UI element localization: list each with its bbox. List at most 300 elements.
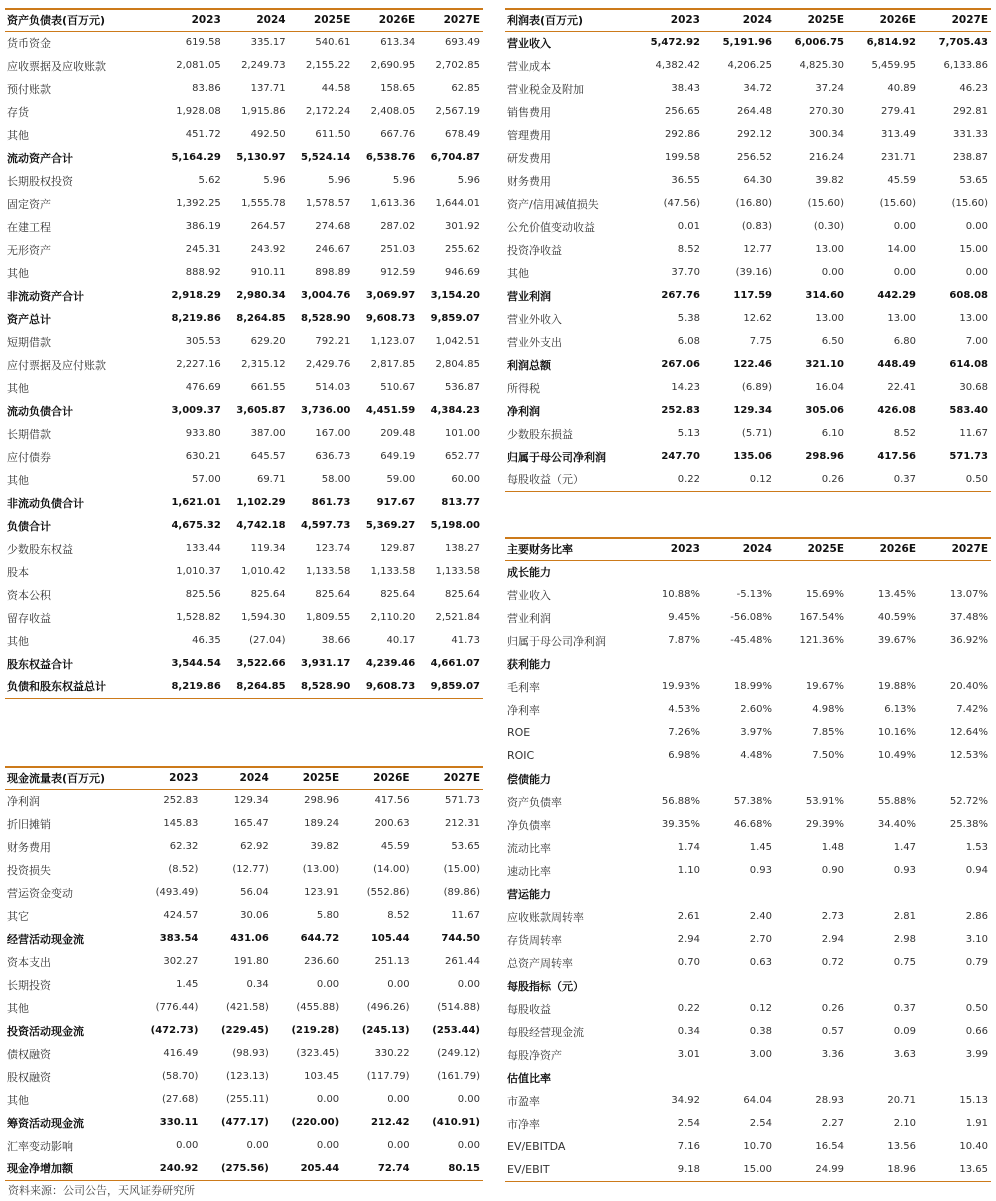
value-cell: 292.12 [737,129,772,140]
value-cell: 38.43 [671,83,700,94]
value-cell: (8.52) [168,864,199,875]
value-cell: 2,567.19 [435,106,480,117]
value-cell: 1,133.58 [435,566,480,577]
value-cell: 245.31 [185,244,221,255]
table-row [505,31,991,54]
value-cell: 5.96 [457,175,480,186]
value-cell: (0.30) [813,221,844,232]
table-row [5,812,483,835]
value-cell: 2.73 [821,911,844,922]
table-row [505,123,991,146]
value-cell: (58.70) [161,1071,199,1082]
value-cell: 13.07% [949,589,988,600]
value-cell: 64.04 [743,1095,772,1106]
row-label: 其它 [7,909,29,923]
value-cell: 383.54 [159,933,199,944]
table-row [505,928,991,951]
value-cell: 64.30 [743,175,772,186]
value-cell: 5.62 [198,175,221,186]
value-cell: 46.68% [733,819,772,830]
value-cell: 2,227.16 [176,359,221,370]
value-cell: 667.76 [380,129,416,140]
value-cell: 314.60 [805,290,844,301]
value-cell [847,652,919,675]
value-cell: 36.92% [949,635,988,646]
value-cell: 255.62 [445,244,480,255]
value-cell: 9,608.73 [365,313,416,324]
value-cell: 330.11 [159,1117,199,1128]
year-header: 2023 [131,767,201,789]
table-row [505,675,991,698]
year-header: 2025E [272,767,342,789]
row-label: 营业利润 [507,289,551,303]
financial-ratios-table [505,537,991,1182]
table-row [5,835,483,858]
value-cell [847,767,919,790]
value-cell [847,1066,919,1089]
value-cell: 8.52 [387,910,410,921]
value-cell: 40.17 [386,635,416,646]
table-row [505,1020,991,1043]
row-label: 存货 [7,105,29,119]
value-cell: 514.03 [315,382,351,393]
year-header: 2027E [418,9,483,31]
table-row [5,169,483,192]
value-cell: 22.41 [887,382,916,393]
value-cell: (15.60) [879,198,916,209]
value-cell: 898.89 [315,267,351,278]
row-label: 其他 [7,266,29,280]
year-header: 2025E [289,9,354,31]
value-cell: 216.24 [809,152,844,163]
section-header-row [505,1066,991,1089]
value-cell: 0.00 [457,1140,480,1151]
value-cell: 426.08 [877,405,916,416]
value-cell: (421.58) [225,1002,269,1013]
value-cell: 1,555.78 [241,198,286,209]
value-cell: 256.65 [665,106,700,117]
table-row [505,698,991,721]
value-cell: 629.20 [250,336,286,347]
row-label: 应收账款周转率 [507,910,584,924]
table-row [505,307,991,330]
value-cell: 2.54 [749,1118,772,1129]
value-cell: 2,690.95 [370,60,416,71]
value-cell: 0.00 [893,221,916,232]
value-cell: 0.79 [965,957,988,968]
value-cell: 5,369.27 [365,520,416,531]
row-label: 每股经营现金流 [507,1025,584,1039]
value-cell: 251.13 [374,956,410,967]
year-header: 2026E [342,767,412,789]
year-header: 2027E [919,9,991,31]
row-label: EV/EBIT [505,1158,631,1181]
value-cell: 39.82 [310,841,340,852]
value-cell: 122.46 [733,359,772,370]
value-cell: 199.58 [665,152,700,163]
row-label: 公允价值变动收益 [507,220,595,234]
value-cell: 0.00 [457,979,480,990]
value-cell: 13.65 [919,1158,991,1181]
value-cell: 2,702.85 [435,60,480,71]
value-cell: 3,154.20 [430,290,480,301]
value-cell: (245.13) [361,1025,410,1036]
row-label: 负债和股东权益总计 [5,675,159,698]
row-label: 长期借款 [7,427,51,441]
value-cell: 9,859.07 [418,675,483,698]
value-cell: 331.33 [953,129,988,140]
section-header-row [505,767,991,790]
value-cell: 14.00 [887,244,916,255]
value-cell: 46.23 [959,83,988,94]
value-cell: 2,172.24 [305,106,351,117]
value-cell: 4,451.59 [365,405,416,416]
value-cell: 2.61 [677,911,700,922]
value-cell [919,974,991,997]
value-cell: 52.72% [949,796,988,807]
value-cell: 0.12 [703,468,775,491]
value-cell: 2,081.05 [176,60,221,71]
table-row [5,77,483,100]
value-cell: 321.10 [805,359,844,370]
year-header: 2023 [631,538,703,560]
row-label: 总资产周转率 [507,956,573,970]
row-label: 市净率 [507,1117,540,1131]
value-cell [703,974,775,997]
value-cell: 1,123.07 [370,336,416,347]
balance-sheet-table [5,8,483,699]
value-cell: (117.79) [366,1071,410,1082]
value-cell: 4,597.73 [301,520,351,531]
value-cell: 37.48% [949,612,988,623]
value-cell: 825.64 [250,589,286,600]
value-cell: 25.38% [949,819,988,830]
value-cell: 0.00 [316,979,340,990]
value-cell: 0.22 [631,468,703,491]
year-header: 2026E [353,9,418,31]
value-cell: 313.49 [881,129,916,140]
value-cell: 7.85% [812,727,844,738]
row-label: 营业收入 [507,588,551,602]
row-label: 营业收入 [507,36,551,50]
row-label: 预付账款 [7,82,51,96]
value-cell: 0.12 [749,1003,772,1014]
value-cell: 2,980.34 [236,290,286,301]
value-cell: 0.00 [893,267,916,278]
value-cell: 4,382.42 [655,60,700,71]
value-cell: 611.50 [315,129,351,140]
value-cell: 158.65 [380,83,416,94]
value-cell: 571.73 [445,795,480,807]
value-cell: 2.27 [821,1118,844,1129]
value-cell: 135.06 [733,451,772,462]
value-cell: 56.04 [240,887,269,898]
value-cell: 0.93 [749,865,772,876]
value-cell: 62.85 [451,83,480,94]
row-label: 销售费用 [507,105,551,119]
row-label: ROIC [507,749,535,762]
row-label: 财务费用 [7,840,51,854]
section-label: 获利能力 [507,657,551,671]
table-title: 资产负债表(百万元) [5,9,159,31]
value-cell: 117.59 [733,290,772,301]
year-header: 2024 [703,9,775,31]
value-cell: (13.00) [302,864,340,875]
row-label: 其他 [7,634,29,648]
section-header-row [505,882,991,905]
row-label: 折旧摊销 [7,817,51,831]
value-cell: 14.23 [671,382,700,393]
table-row [505,146,991,169]
value-cell: 274.68 [315,221,351,232]
value-cell [703,767,775,790]
value-cell: 7.42% [956,704,988,715]
value-cell: 0.37 [847,468,919,491]
section-label: 估值比率 [507,1071,551,1085]
row-label: 管理费用 [507,128,551,142]
row-label: 营业外收入 [507,312,562,326]
value-cell: 678.49 [445,129,480,140]
value-cell: 7.26% [668,727,700,738]
value-cell: 0.38 [749,1026,772,1037]
row-label: 每股净资产 [507,1048,562,1062]
table-row [5,422,483,445]
value-cell: 431.06 [230,933,269,944]
table-row [5,881,483,904]
value-cell: 231.71 [881,152,916,163]
value-cell: 0.00 [387,1140,410,1151]
table-row [5,215,483,238]
value-cell: (98.93) [232,1048,269,1059]
row-label: 投资损失 [7,863,51,877]
table-title: 利润表(百万元) [505,9,631,31]
value-cell: 2,804.85 [435,359,480,370]
value-cell: 165.47 [233,818,269,829]
row-label: 其他 [7,1093,29,1107]
table-row [5,31,483,54]
value-cell: 1,133.58 [370,566,416,577]
table-row [505,1158,991,1181]
table-row [5,376,483,399]
value-cell: 5,130.97 [236,152,286,163]
table-row [5,1157,483,1180]
value-cell: 3.99 [965,1049,988,1060]
value-cell: 1,915.86 [241,106,286,117]
row-label: 净利润 [507,404,540,418]
value-cell: 825.64 [380,589,416,600]
table-row [505,376,991,399]
value-cell: 30.68 [959,382,988,393]
value-cell: 53.91% [805,796,844,807]
value-cell: 861.73 [311,497,351,508]
table-row [5,789,483,812]
value-cell: 0.34 [246,979,269,990]
value-cell: 3.01 [677,1049,700,1060]
table-row [505,1135,991,1158]
value-cell: 36.55 [671,175,700,186]
table-row [505,997,991,1020]
year-header: 2027E [919,538,991,560]
year-header: 2024 [703,538,775,560]
row-label: 每股收益（元） [505,468,631,491]
value-cell: (514.88) [437,1002,480,1013]
value-cell: 83.86 [192,83,221,94]
value-cell: 80.15 [413,1157,483,1180]
table-row [5,284,483,307]
table-row [505,583,991,606]
value-cell: 1,528.82 [176,612,221,623]
value-cell: (47.56) [663,198,700,209]
row-label: 财务费用 [507,174,551,188]
value-cell: (27.68) [161,1094,199,1105]
header-row [5,767,483,789]
value-cell: 38.66 [321,635,351,646]
value-cell: 571.73 [949,451,988,462]
value-cell: 614.08 [949,359,988,370]
value-cell: 825.64 [445,589,480,600]
table-row [505,905,991,928]
value-cell: 2,817.85 [370,359,416,370]
value-cell: 137.71 [250,83,286,94]
row-label: 营运资金变动 [7,886,73,900]
value-cell: 256.52 [737,152,772,163]
value-cell: 417.56 [877,451,916,462]
value-cell: 57.38% [733,796,772,807]
value-cell: 4.53% [668,704,700,715]
value-cell: (477.17) [221,1117,269,1128]
value-cell: 6,704.87 [430,152,480,163]
value-cell: 24.99 [775,1158,847,1181]
value-cell: 13.45% [877,589,916,600]
table-row [5,192,483,215]
table-row [505,1043,991,1066]
value-cell: 5.80 [316,910,340,921]
value-cell: 3.10 [965,934,988,945]
value-cell: 4,675.32 [171,520,221,531]
value-cell [775,882,847,905]
value-cell: 583.40 [949,405,988,416]
value-cell: 0.00 [821,267,844,278]
table-row [5,307,483,330]
value-cell: 267.76 [661,290,700,301]
value-cell: 1.74 [677,842,700,853]
row-label: 短期借款 [7,335,51,349]
value-cell: 305.53 [185,336,221,347]
value-cell: 1,133.58 [305,566,351,577]
section-label: 成长能力 [507,565,551,579]
value-cell: 53.65 [451,841,480,852]
value-cell: 451.72 [185,129,221,140]
value-cell: (0.83) [741,221,772,232]
value-cell: 417.56 [374,795,410,807]
value-cell: 37.70 [671,267,700,278]
value-cell: 2.70 [749,934,772,945]
value-cell [919,652,991,675]
value-cell: 6.10 [821,428,844,439]
value-cell: 55.88% [877,796,916,807]
header-row [505,9,991,31]
value-cell: 424.57 [163,910,199,921]
value-cell: 39.82 [815,175,844,186]
value-cell: 261.44 [445,956,480,967]
section-header-row [505,652,991,675]
value-cell: 1,809.55 [305,612,351,623]
value-cell: 1,613.36 [370,198,416,209]
value-cell: 28.93 [815,1095,844,1106]
value-cell: 212.31 [445,818,480,829]
table-row [5,353,483,376]
value-cell: 510.67 [380,382,416,393]
table-row [5,583,483,606]
income-statement-panel [505,8,991,492]
value-cell: 386.19 [185,221,221,232]
value-cell: 302.27 [163,956,199,967]
value-cell: 4,206.25 [727,60,772,71]
row-label: 非流动负债合计 [7,496,84,510]
value-cell: 608.08 [949,290,988,301]
value-cell: 279.41 [881,106,916,117]
value-cell: 58.00 [321,474,351,485]
value-cell [703,882,775,905]
value-cell: 2.54 [677,1118,700,1129]
table-row [5,652,483,675]
value-cell [919,767,991,790]
value-cell: 9.18 [631,1158,703,1181]
table-row [505,399,991,422]
value-cell: 264.48 [737,106,772,117]
value-cell: 236.60 [304,956,340,967]
value-cell: 240.92 [131,1157,201,1180]
table-row [5,606,483,629]
value-cell: 129.87 [380,543,416,554]
value-cell [631,767,703,790]
value-cell: 11.67 [451,910,480,921]
value-cell: 0.94 [965,865,988,876]
value-cell: 0.22 [677,1003,700,1014]
section-label: 每股指标（元） [507,979,584,993]
value-cell: 2.86 [965,911,988,922]
value-cell: 387.00 [250,428,286,439]
year-header: 2027E [413,767,483,789]
value-cell: 191.80 [233,956,269,967]
table-row [5,950,483,973]
value-cell: 0.72 [821,957,844,968]
row-label: 应收票据及应收账款 [7,59,106,73]
value-cell: 6.08 [677,336,700,347]
value-cell: 9,859.07 [430,313,480,324]
value-cell [703,560,775,583]
value-cell: 5,524.14 [301,152,351,163]
value-cell: 247.70 [661,451,700,462]
value-cell: 0.50 [965,1003,988,1014]
value-cell: 0.34 [677,1026,700,1037]
value-cell: (6.89) [741,382,772,393]
table-row [5,123,483,146]
financial-ratios-panel [505,537,991,1182]
row-label: 营业税金及附加 [507,82,584,96]
value-cell: (123.13) [225,1071,269,1082]
value-cell: 62.92 [240,841,269,852]
value-cell: 298.96 [805,451,844,462]
value-cell: 1.45 [176,979,199,990]
year-header: 2026E [847,538,919,560]
table-row [505,445,991,468]
value-cell: 300.34 [809,129,844,140]
row-label: 资本公积 [7,588,51,602]
value-cell: 4.98% [812,704,844,715]
value-cell [631,652,703,675]
value-cell: 0.50 [919,468,991,491]
